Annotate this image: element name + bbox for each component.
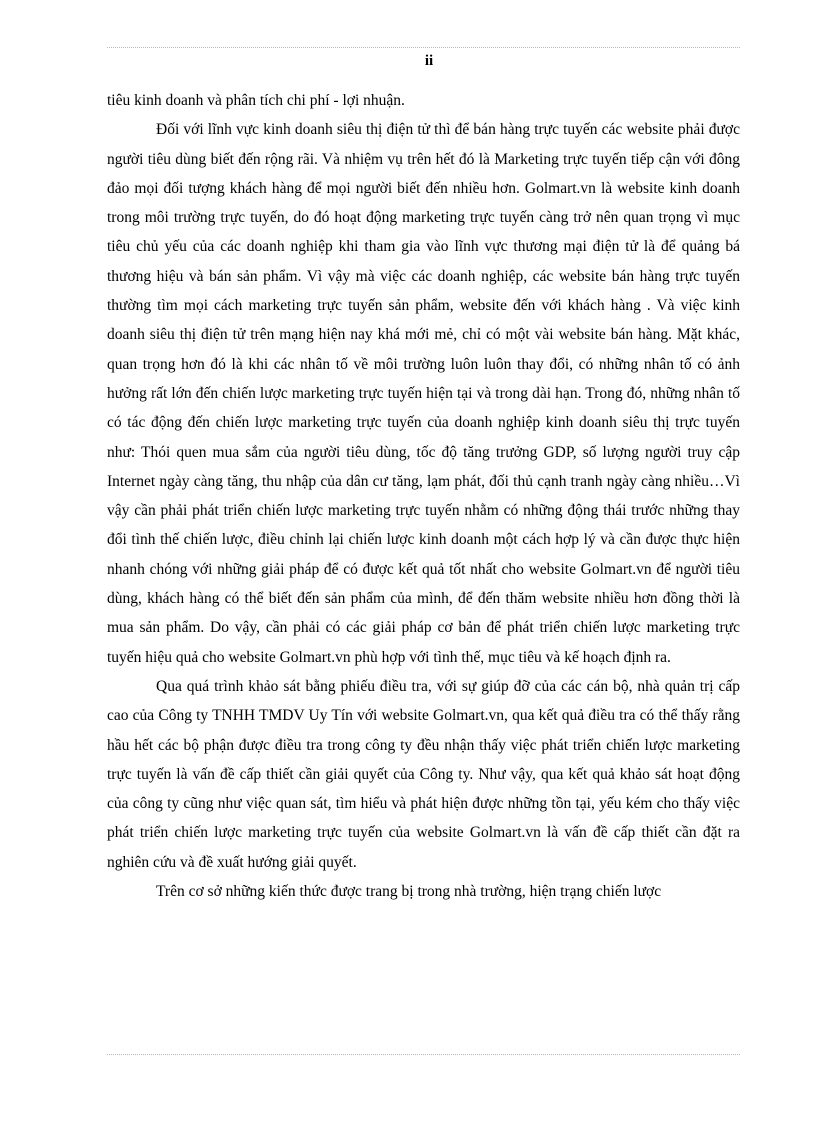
paragraph: Trên cơ sở những kiến thức được trang bị trong nhà trường, hiện trạng chiến lược [156,883,662,901]
page-number: ii [424,53,434,69]
footer-divider [107,1054,740,1055]
paragraph: Qua quá trình khảo sát bằng phiếu điều tra, với sự giúp đỡ của các cán bộ, nhà quản trị cấp cao của Công ty TNHH TMDV Uy Tín với website Golmart.vn, qua kết quả điều tra có thể thấy rằng hầu hết các bộ phận được điều tra trong công ty đều nhận thấy việc phát triển chiến lược marketing trực tuyến là vấn đề cấp thiết cần giải quyết của Công ty. Như vậy, qua kết quả khảo sát hoạt động của công ty cũng như việc quan sát, tìm hiểu và phát hiện được những tồn tại, yếu kém cho thấy việc phát triển chiến lược marketing trực tuyến của website Golmart.vn là vấn đề cấp thiết cần đặt ra nghiên cứu và đề xuất hướng giải quyết. [107,677,740,871]
paragraph-continuation: tiêu kinh doanh và phân tích chi phí - lợi nhuận. [107,92,405,109]
body-text [107,86,740,906]
header-divider [107,47,740,48]
paragraph: Đối với lĩnh vực kinh doanh siêu thị điện tử thì để bán hàng trực tuyến các website phải được người tiêu dùng biết đến rộng rãi. Và nhiệm vụ trên hết đó là Marketing trực tuyến tiếp cận với đông đảo mọi đối tượng khách hàng để mọi người biết đến nhiều hơn. Golmart.vn là website kinh doanh trong môi trường trực tuyến, do đó hoạt động marketing trực tuyến càng trở nên quan trọng vì mục tiêu chủ yếu của các doanh nghiệp khi tham gia vào lĩnh vực thương mại điện tử là để quảng bá thương hiệu và bán sản phẩm. Vì vậy mà việc các doanh nghiệp, các website bán hàng trực tuyến thường tìm mọi cách marketing trực tuyến sản phẩm, website đến với khách hàng . Và việc kinh doanh siêu thị điện tử trên mạng hiện nay khá mới mẻ, chỉ có một vài website bán hàng. Mặt khác, quan trọng hơn đó là khi các nhân tố về môi trường luôn luôn thay đổi, có những nhân tố có ảnh hưởng rất lớn đến chiến lược marketing trực tuyến hiện tại và trong dài hạn. Trong đó, những nhân tố có tác động đến chiến lược marketing trực tuyến của doanh nghiệp kinh doanh siêu thị trực tuyến như: Thói quen mua sắm của người tiêu dùng, tốc độ tăng trưởng GDP, số lượng người truy cập Internet ngày càng tăng, thu nhập của dân cư tăng, lạm phát, đối thủ cạnh tranh ngày càng nhiều…Vì vậy cần phải phát triển chiến lược marketing trực tuyến nhằm có những động thái trước những thay đổi tình thế chiến lược, điều chỉnh lại chiến lược kinh doanh một cách hợp lý và cần được thực hiện nhanh chóng với những giải pháp để có được kết quả tốt nhất cho website Golmart.vn để người tiêu dùng, khách hàng có thể biết đến sản phẩm của mình, để đến thăm website nhiều hơn đồng thời là mua sản phẩm. Do vậy, cần phải có các giải pháp cơ bản để phát triển chiến lược marketing trực tuyến hiệu quả cho website Golmart.vn phù hợp với tình thế, mục tiêu và kế hoạch định ra. [107,121,740,666]
